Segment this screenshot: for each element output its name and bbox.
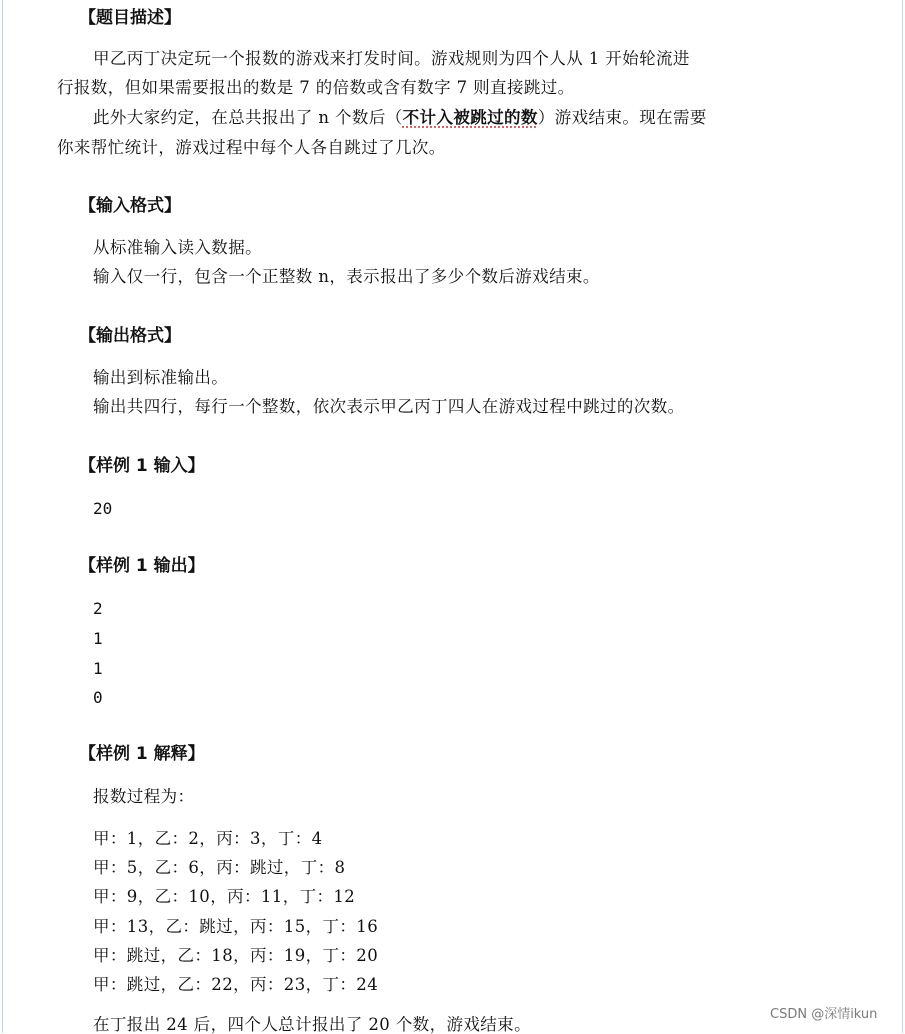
output-format-line-2: 输出共四行，每行一个整数，依次表示甲乙丙丁四人在游戏过程中跳过的次数。 — [93, 397, 685, 416]
sample-explanation-row: 甲：跳过，乙：22，丙：23，丁：24 — [93, 975, 379, 994]
page-border-left — [2, 0, 3, 1033]
sample-output-heading: 【样例 1 输出】 — [79, 556, 205, 576]
sample-explanation-conclusion: 在丁报出 24 后，四个人总计报出了 20 个数，游戏结束。 — [93, 1015, 531, 1034]
description-paragraph-2-line-1 — [93, 110, 707, 127]
sample-output-line-1: 2 — [93, 599, 103, 618]
description-emphasis: 不计入被跳过的数 — [402, 108, 538, 127]
description-heading: 【题目描述】 — [79, 8, 181, 28]
sample-explanation-row: 甲：跳过，乙：18，丙：19，丁：20 — [93, 946, 379, 965]
sample-explanation-row: 甲：9，乙：10，丙：11，丁：12 — [93, 887, 356, 906]
sample-explanation-row: 甲：13，乙：跳过，丙：15，丁：16 — [93, 917, 379, 936]
description-paragraph-1-line-1: 甲乙丙丁决定玩一个报数的游戏来打发时间。游戏规则为四个人从 1 开始轮流进 — [93, 49, 690, 68]
description-paragraph-2-post: ）游戏结束。现在需要 — [537, 108, 707, 127]
sample-output-line-3: 1 — [93, 659, 103, 678]
input-format-line-1: 从标准输入读入数据。 — [93, 238, 262, 257]
sample-input-heading: 【样例 1 输入】 — [79, 456, 205, 476]
sample-explanation-intro: 报数过程为： — [93, 787, 195, 806]
sample-explanation-row: 甲：1，乙：2，丙：3，丁：4 — [93, 829, 323, 848]
sample-explanation-row: 甲：5，乙：6，丙：跳过，丁：8 — [93, 858, 346, 877]
sample-input-value: 20 — [93, 499, 113, 518]
input-format-heading: 【输入格式】 — [79, 196, 181, 216]
sample-output-line-2: 1 — [93, 629, 103, 648]
description-paragraph-2-line-2: 你来帮忙统计，游戏过程中每个人各自跳过了几次。 — [57, 138, 446, 157]
sample-explanation-heading: 【样例 1 解释】 — [79, 744, 205, 764]
output-format-heading: 【输出格式】 — [79, 326, 181, 346]
description-paragraph-2-pre: 此外大家约定，在总共报出了 n 个数后（ — [93, 108, 403, 127]
output-format-line-1: 输出到标准输出。 — [93, 368, 229, 387]
description-paragraph-1-line-2: 行报数，但如果需要报出的数是 7 的倍数或含有数字 7 则直接跳过。 — [57, 78, 575, 97]
csdn-watermark: CSDN @深情ikun — [770, 1007, 878, 1022]
sample-output-line-4: 0 — [93, 688, 103, 707]
input-format-line-2: 输入仅一行，包含一个正整数 n，表示报出了多少个数后游戏结束。 — [93, 267, 600, 286]
page-border-right — [902, 0, 903, 1033]
